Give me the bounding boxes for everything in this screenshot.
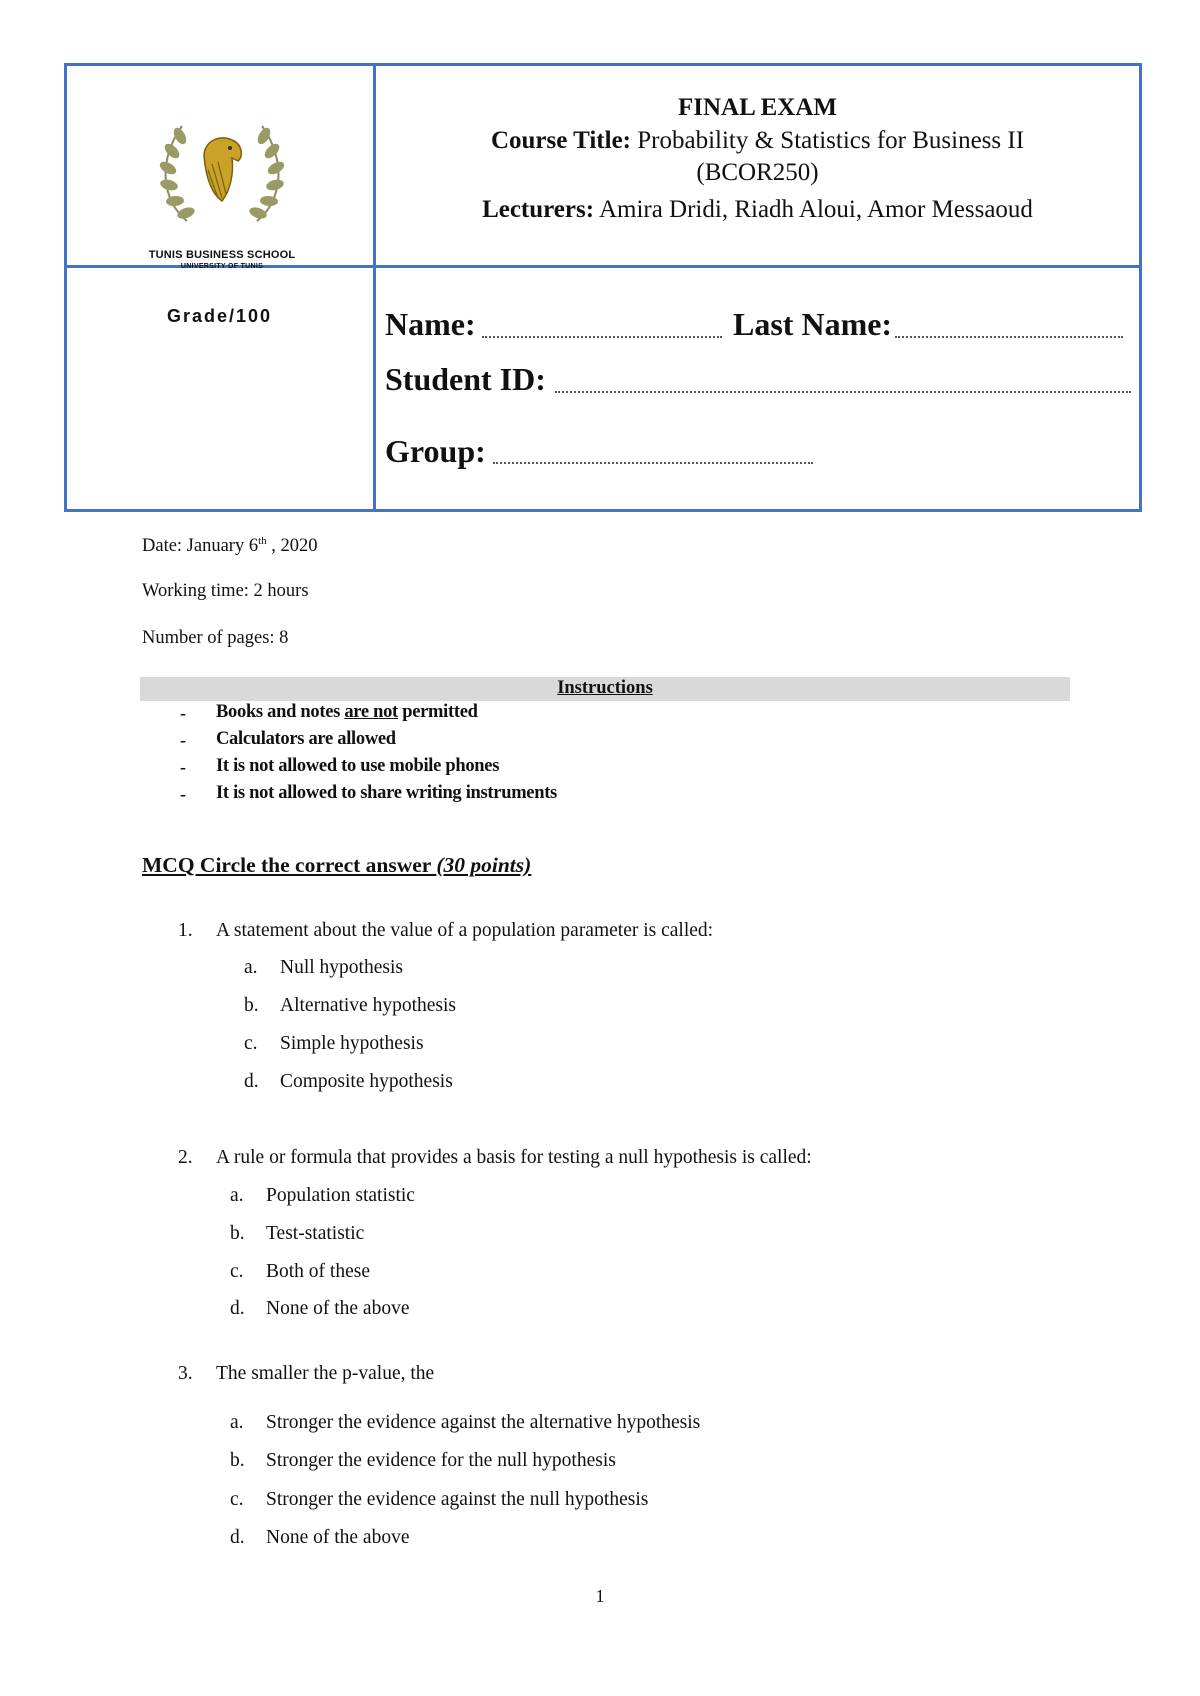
school-logo: [142, 106, 302, 270]
option-label[interactable]: d.: [230, 1298, 245, 1319]
option-text[interactable]: Test-statistic: [266, 1223, 365, 1244]
exam-date: Date: January 6th , 2020: [142, 535, 318, 557]
logo-university-name: UNIVERSITY OF TUNIS: [180, 263, 264, 270]
option-label[interactable]: a.: [230, 1412, 244, 1433]
bullet-dash: -: [180, 784, 186, 804]
option-label[interactable]: d.: [230, 1527, 245, 1548]
lecturers-value: Amira Dridi, Riadh Aloui, Amor Messaoud: [598, 196, 1033, 223]
grade-box-label: Grade/100: [167, 306, 273, 326]
option-text[interactable]: None of the above: [266, 1298, 410, 1319]
name-input-line[interactable]: [482, 336, 722, 338]
last-name-input-line[interactable]: [895, 336, 1123, 338]
question-number: 1.: [178, 920, 193, 941]
number-of-pages: Number of pages: 8: [142, 628, 289, 648]
question-text: A rule or formula that provides a basis for testing a null hypothesis is called:: [216, 1147, 812, 1168]
group-label: Group:: [385, 433, 486, 469]
course-code: (BCOR250): [696, 159, 819, 186]
instruction-item: Calculators are allowed: [216, 729, 396, 749]
option-label[interactable]: c.: [230, 1261, 244, 1282]
header-table: [64, 63, 1142, 512]
option-text[interactable]: Stronger the evidence against the null hypothesis: [266, 1489, 649, 1510]
option-label[interactable]: d.: [244, 1071, 259, 1092]
bullet-dash: -: [180, 730, 186, 750]
question-text: The smaller the p-value, the: [216, 1363, 435, 1384]
option-text[interactable]: Null hypothesis: [280, 957, 403, 978]
student-id-label: Student ID:: [385, 361, 546, 397]
instructions-title: Instructions: [557, 678, 653, 698]
question-text: A statement about the value of a population parameter is called:: [216, 920, 714, 941]
option-label[interactable]: b.: [230, 1450, 245, 1471]
instruction-item: It is not allowed to use mobile phones: [216, 756, 500, 776]
option-text[interactable]: None of the above: [266, 1527, 410, 1548]
option-label[interactable]: c.: [230, 1489, 244, 1510]
name-label: Name:: [385, 306, 476, 342]
instruction-item: Books and notes are not permitted: [216, 702, 478, 722]
group-input-line[interactable]: [493, 462, 813, 464]
option-text[interactable]: Stronger the evidence for the null hypothesis: [266, 1450, 616, 1471]
exam-title: FINAL EXAM: [677, 94, 838, 121]
option-text[interactable]: Population statistic: [266, 1185, 415, 1206]
last-name-label: Last Name:: [733, 306, 893, 342]
logo-school-name: TUNIS BUSINESS SCHOOL: [148, 249, 296, 261]
option-label[interactable]: b.: [244, 995, 259, 1016]
option-text[interactable]: Both of these: [266, 1261, 370, 1282]
bullet-dash: -: [180, 757, 186, 777]
bullet-dash: -: [180, 703, 186, 723]
option-text[interactable]: Alternative hypothesis: [280, 995, 457, 1016]
course-title-label: Course Title:: [490, 127, 631, 154]
working-time: Working time: 2 hours: [142, 581, 309, 601]
option-label[interactable]: a.: [244, 957, 258, 978]
course-title: [376, 125, 1139, 157]
exam-title-block: [376, 91, 1139, 229]
instruction-item: It is not allowed to share writing instruments: [216, 783, 557, 803]
option-text[interactable]: Stronger the evidence against the alternative hypothesis: [266, 1412, 701, 1433]
option-text[interactable]: Simple hypothesis: [280, 1033, 424, 1054]
question-number: 2.: [178, 1147, 193, 1168]
course-title-value: Probability & Statistics for Business II: [637, 127, 1025, 154]
page-number: 1: [595, 1586, 605, 1606]
option-label[interactable]: a.: [230, 1185, 244, 1206]
option-text[interactable]: Composite hypothesis: [280, 1071, 453, 1092]
lecturers: [376, 191, 1139, 229]
section-title: MCQ Circle the correct answer (30 points): [142, 853, 532, 877]
question-number: 3.: [178, 1363, 193, 1384]
laurel-eagle-icon: [142, 106, 302, 241]
option-label[interactable]: b.: [230, 1223, 245, 1244]
student-id-input-line[interactable]: [555, 391, 1131, 393]
option-label[interactable]: c.: [244, 1033, 258, 1054]
lecturers-label: Lecturers:: [482, 196, 595, 223]
